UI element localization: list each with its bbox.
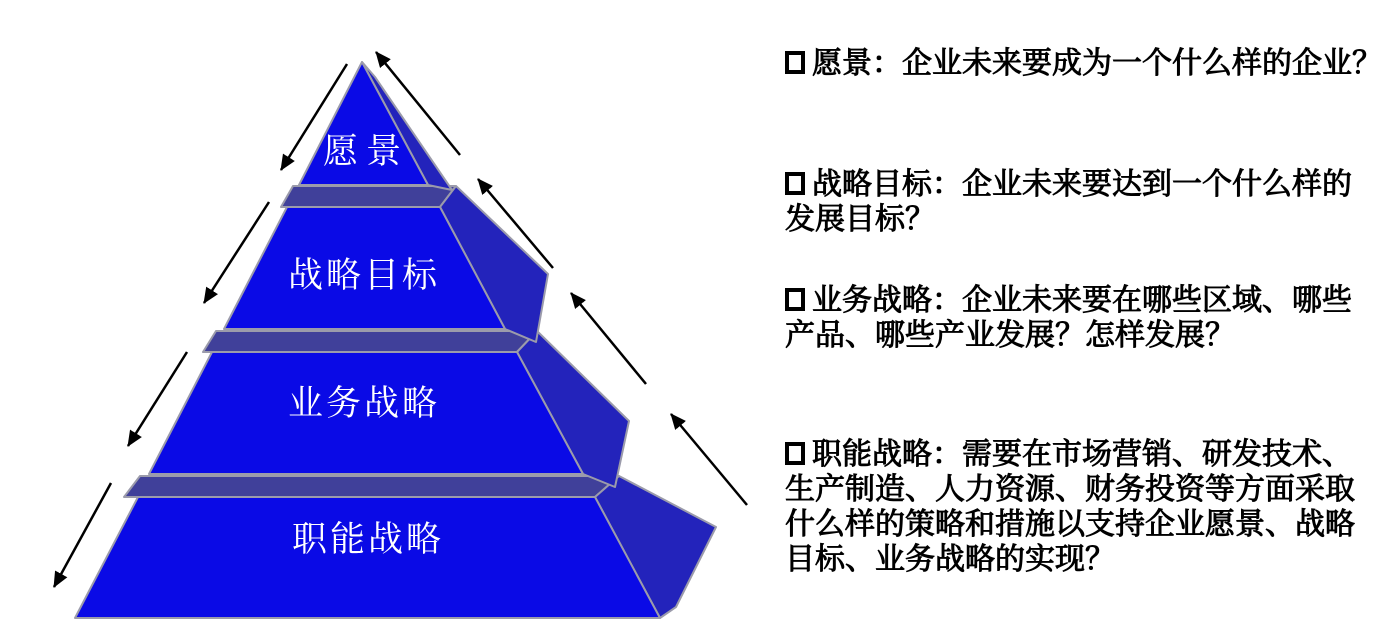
note-line: 目标、业务战略的实现？ <box>785 542 1115 577</box>
hollow-square-bullet-icon <box>785 288 805 311</box>
note-vision <box>785 46 1382 81</box>
note-line: 战略目标：企业未来要达到一个什么样的 <box>812 167 1352 202</box>
note-line: 业务战略：企业未来要在哪些区域、哪些 <box>812 283 1352 318</box>
note-strategic-goals <box>785 167 1352 237</box>
level3-label: 业务战略 <box>287 384 441 424</box>
note-functional-strategy <box>785 437 1355 577</box>
hollow-square-bullet-icon <box>785 51 805 74</box>
note-line: 愿景：企业未来要成为一个什么样的企业？ <box>812 46 1382 81</box>
note-line: 职能战略：需要在市场营销、研发技术、 <box>812 437 1352 472</box>
level2-label: 战略目标 <box>287 256 441 296</box>
up-arrow-icon-3 <box>571 293 646 384</box>
level4-top-face <box>124 476 619 497</box>
note-line: 发展目标？ <box>785 202 935 237</box>
note-business-strategy <box>785 283 1352 353</box>
note-line: 什么样的策略和措施以支持企业愿景、战略 <box>785 507 1355 542</box>
up-arrow-icon-4 <box>671 414 747 505</box>
hollow-square-bullet-icon <box>785 172 805 195</box>
notes-column <box>785 0 1391 644</box>
level2-top-face <box>281 186 456 207</box>
level1-label: 愿景 <box>322 132 410 172</box>
level4-label: 职能战略 <box>291 520 445 560</box>
level3-top-face <box>203 331 537 352</box>
note-line: 生产制造、人力资源、财务投资等方面采取 <box>785 472 1355 507</box>
hollow-square-bullet-icon <box>785 442 805 465</box>
note-line: 产品、哪些产业发展？怎样发展？ <box>785 318 1235 353</box>
